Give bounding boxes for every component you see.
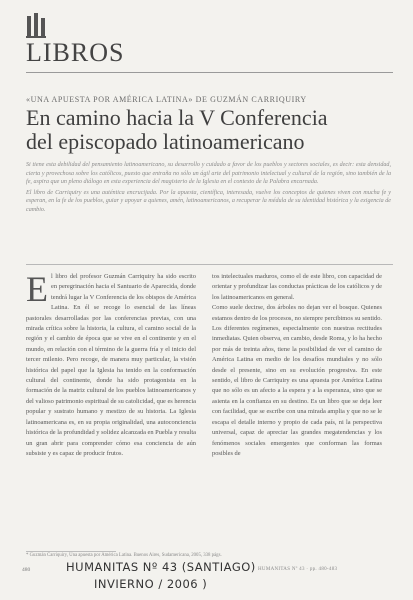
- article-lead: [26, 161, 391, 217]
- headline-line: del episcopado latinoamericano: [26, 129, 305, 154]
- body-paragraph: Como suele decirse, dos árboles no dejan ver el bosque. Quienes estamos dentro de los procesos, no siempre percibimos su sentido. Los diferentes regímenes, especialmente con nuestras rectitudes inmediatas. Quien observa, en cambio, desde Roma, y lo ha hecho por más de treinta años, tiene la posibilidad de ver el camino de América Latina en medio de los desafíos mundiales y no sólo desde el presente, sino en su evolución progresiva. En este sentido, el libro de Carriquiry es una apuesta por América Latina que no sólo es un afecto a la espera y a la esperanza, sino que se asienta en la confianza en su destino. Es un libro que se deja leer con facilidad, que se escribe con una mirada amplia y que no se le escapa el detalle interno y propio de cada país, ni la perspectiva universal, capaz de apreciar las grandes megatendencias y los fenómenos sociales emergentes que conforman las formas posibles de: [212, 304, 382, 457]
- handwritten-annotation: HUMANITAS Nº 43 (SANTIAGO): [66, 560, 256, 574]
- section-divider: [26, 72, 393, 73]
- section-title: LIBROS: [26, 38, 125, 67]
- running-footer: HUMANITAS Nº 43 · pp. 480-483: [258, 567, 338, 572]
- footnote-divider: [26, 551, 116, 552]
- drop-cap: E: [26, 269, 48, 309]
- body-column-left: [26, 269, 197, 459]
- article-kicker: «UNA APUESTA POR AMÉRICA LATINA» DE GUZMÁN CARRIQUIRY: [26, 95, 307, 104]
- lead-paragraph: El libro de Carriquiry es una auténtica encrucijada. Por la apuesta, científica, interesada, vuelve los conceptos de quienes viven con mucha fe y esperan, en la fe de los pueblos, guiar y apoyar a quienes, amén, latinoamericanos, a recuperar la médula de su identidad histórica y la exigencia de cambio.: [26, 189, 391, 213]
- article-headline: [26, 106, 396, 154]
- lead-divider: [26, 264, 393, 265]
- body-column-right: [212, 272, 382, 459]
- headline-line: En camino hacia la V Conferencia: [26, 105, 328, 130]
- page-number: 480: [22, 567, 31, 573]
- lead-paragraph: Si tiene esta debilidad del pensamiento latinoamericano, su desarrollo y cuidado a favor de los pueblos y sectores sociales, es decir: esta densidad, cierta y provechosa sobre los católicos, puesto que entraña no sólo un ágil arte del patrimonio intelectual y cultural de la región, sino también de la fe, aspira que un pleno diálogo en esta experiencia del magisterio de la Iglesia en el contexto de la Palabra encarnada.: [26, 162, 391, 186]
- footnote: * Guzmán Carriquiry, Una apuesta por América Latina. Buenos Aires, Sudamericana, 2005, 338 págs.: [26, 553, 222, 558]
- body-paragraph: l libro del profesor Guzmán Carriquiry ha sido escrito en peregrinación hacia el Santuario de Aparecida, donde tendrá lugar la V Conferencia de los obispos de América Latina. En él se recoge lo esencial de las líneas pastorales desarrolladas por las conferencias previas, con una mirada crítica sobre la historia, la cultura, el camino social de la región y el cambio de época que se vive en el continente y en el mundo, en relación con el término de la guerra fría y el inicio del tercer milenio. Pero recoge, de manera muy particular, la visión histórica del papel que la Iglesia ha tenido en la conformación cultural del continente, donde ha sido protagonista en la formación de la matriz cultural de los pueblos latinoamericanos y del valioso patrimonio espiritual de su catolicidad, que es herencia popular y sustrato humano y mestizo de su historia. La Iglesia latinoamericana es, en su propia originalidad, una autoconciencia histórica de la profundidad y solidez alcanzada en Puebla y resulta un gran abrir para comprender cómo esa conciencia de aún subsiste y es capaz de producir frutos.: [26, 273, 197, 457]
- handwritten-annotation: INVIERNO / 2006 ): [94, 577, 208, 591]
- body-paragraph: tos intelectuales maduros, como el de este libro, con capacidad de orientar y profundizar las conductas prácticas de los católicos y de los latinoamericanos en general.: [212, 273, 382, 301]
- publication-logo-icon: [26, 12, 46, 38]
